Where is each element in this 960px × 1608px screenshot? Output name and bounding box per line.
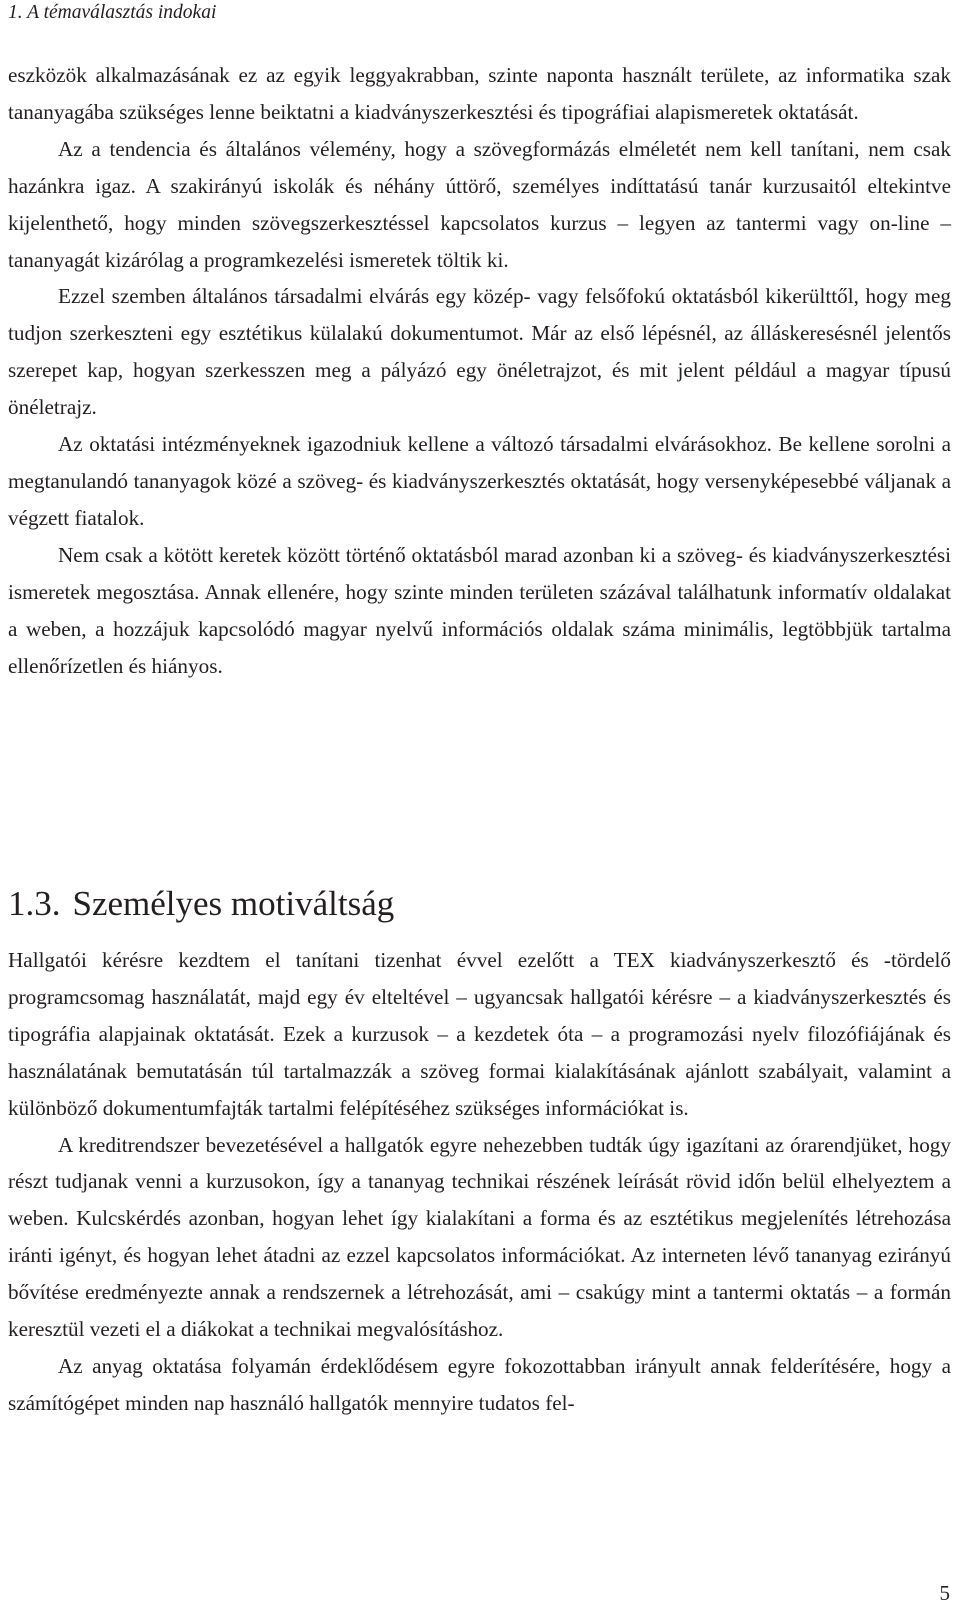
section-number: 1.3. [8,884,61,923]
running-header: 1. A témaválasztás indokai [8,2,217,23]
paragraph: Hallgatói kérésre kezdtem el tanítani tizenhat évvel ezelőtt a TEX kiadványszerkesztő és -tördelő programcsomag használatát, majd egy év elteltével – ugyancsak hallgatói kérésre – a kiadványszerkesztés és tipográfia alapjainak oktatását. Ezek a kurzusok – a kezdetek óta – a programozási nyelv filozófiájának és használatának bemutatásán túl tartalmazzák a szöveg formai kialakításának ajánlott szabályait, valamint a különböző dokumentumfajták tartalmi felépítéséhez szükséges információkat is. [8,948,951,1120]
page-number: 5 [939,1581,950,1605]
section-body-continued [8,57,951,684]
section-heading [8,882,394,926]
paragraph: Ezzel szemben általános társadalmi elvárás egy közép- vagy felsőfokú oktatásból kikerülttől, hogy meg tudjon szerkeszteni egy esztétikus külalakú dokumentumot. Már az első lépésnél, az álláskeresésnél jelentős szerepet kap, hogyan szerkesszen meg a pályázó egy önéletrajzot, és mit jelent például a magyar típusú önéletrajz. [8,284,951,420]
paragraph: Az anyag oktatása folyamán érdeklődésem egyre fokozottabban irányult annak felderítésére, hogy a számítógépet minden nap használó hallgatók mennyire tudatos fel- [8,1353,951,1415]
paragraph: Nem csak a kötött keretek között történő oktatásból marad azonban ki a szöveg- és kiadványszerkesztési ismeretek megosztása. Annak ellenére, hogy szinte minden területen százával találhatunk informatív oldalakat a weben, a hozzájuk kapcsolódó magyar nyelvű információs oldalak száma minimális, legtöbbjük tartalma ellenőrízetlen és hiányos. [8,542,951,678]
paragraph: Az oktatási intézményeknek igazodniuk kellene a változó társadalmi elvárásokhoz. Be kellene sorolni a megtanulandó tananyagok közé a szöveg- és kiadványszerkesztés oktatását, hogy versenyképesebbé váljanak a végzett fiatalok. [8,432,951,530]
section-title: Személyes motiváltság [72,884,395,923]
paragraph: A kreditrendszer bevezetésével a hallgatók egyre nehezebben tudták úgy igazítani az órarendjüket, hogy részt tudjanak venni a kurzusokon, így a tananyag technikai részének leírását rövid időn belül elhelyeztem a weben. Kulcskérdés azonban, hogyan lehet így kialakítani a forma és az esztétikus megjelenítés létrehozása iránti igényt, és hogyan lehet átadni az ezzel kapcsolatos információkat. Az interneten lévő tananyag ezirányú bővítése eredményezte annak a rendszernek a létrehozását, ami – csakúgy mint a tantermi oktatás – a formán keresztül vezeti el a diákokat a technikai megvalósításhoz. [8,1132,951,1342]
paragraph: Az a tendencia és általános vélemény, hogy a szövegformázás elméletét nem kell tanítani, nem csak hazánkra igaz. A szakirányú iskolák és néhány úttörő, személyes indíttatású tanár kurzusaitól eltekintve kijelenthető, hogy minden szövegszerkesztéssel kapcsolatos kurzus – legyen az tantermi vagy on-line – tananyagát kizárólag a programkezelési ismeretek töltik ki. [8,136,951,272]
paragraph: eszközök alkalmazásának ez az egyik leggyakrabban, szinte naponta használt területe, az informatika szak tananyagába szükséges lenne beiktatni a kiadványszerkesztési és tipográfiai alapismeretek oktatását. [8,63,951,124]
section-body [8,942,951,1422]
